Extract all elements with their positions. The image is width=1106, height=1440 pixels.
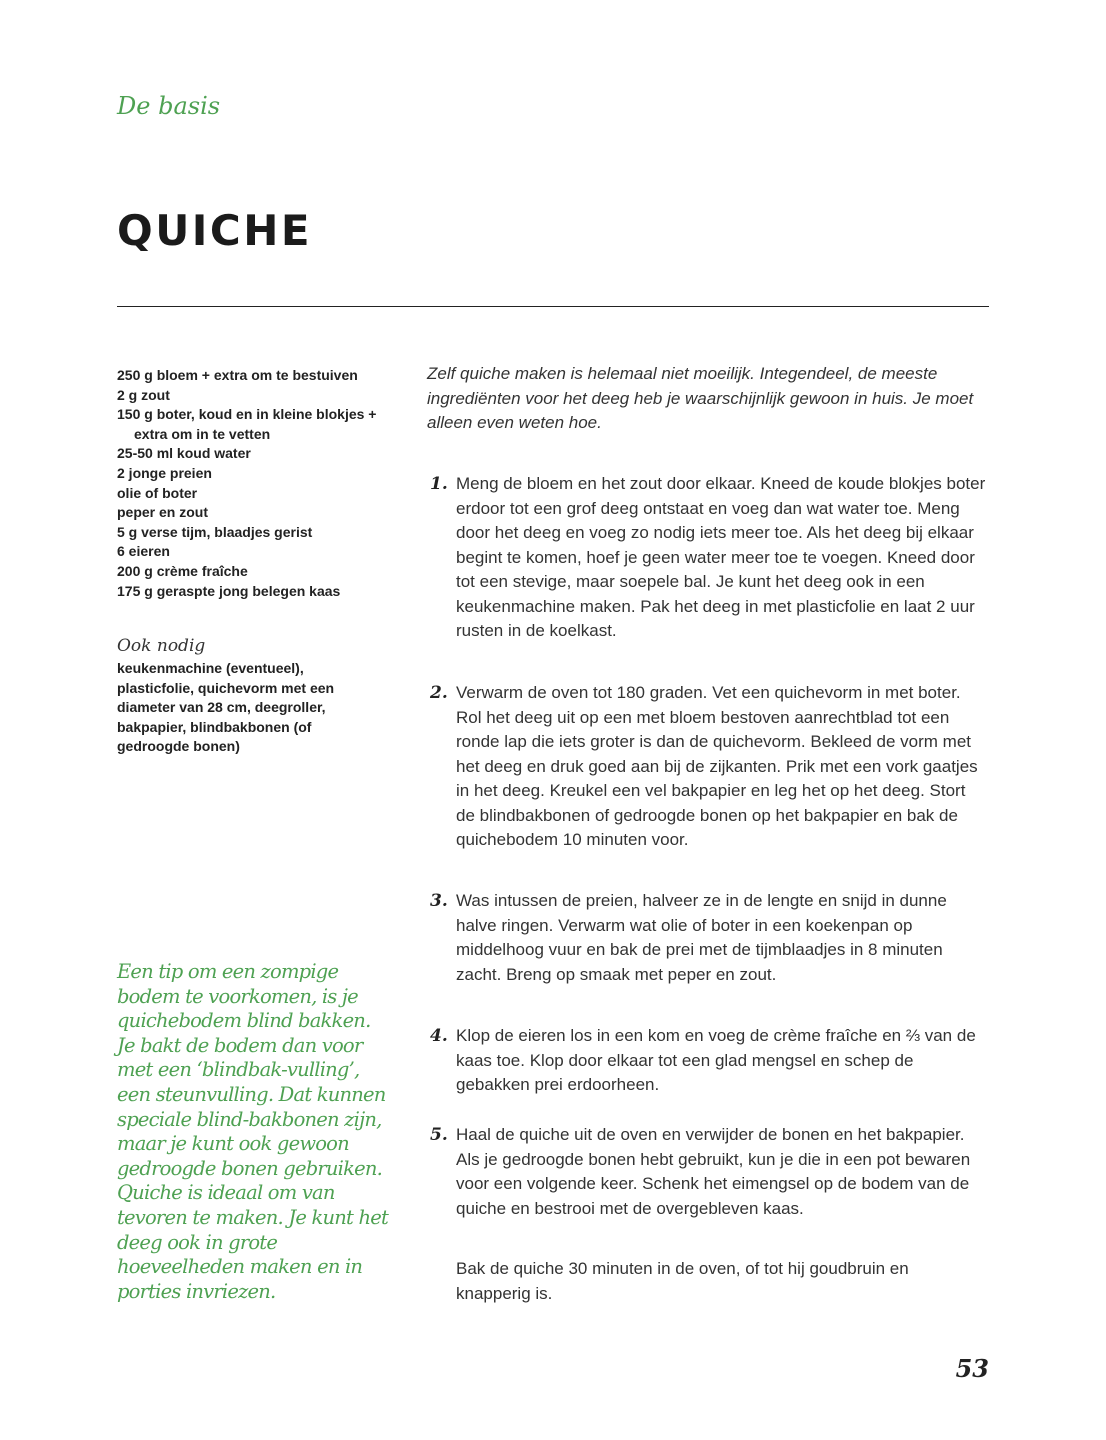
step-text: Was intussen de preien, halveer ze in de lengte en snijd in dunne halve ringen. Verwarm wat olie of boter in een koekenpan op middelhoog vuur en bak de prei met de tijmblaadjes in 8 minuten zacht. Breng op smaak met peper en zout.: [456, 891, 947, 984]
equipment-list: keukenmachine (eventueel), plasticfolie, quichevorm met een diameter van 28 cm, deegroller, bakpapier, blindbakbonen (of gedroogde bonen): [117, 660, 335, 755]
ingredient-item: 2 g zout: [117, 386, 170, 403]
step-number: 3.: [430, 891, 448, 911]
step-2: [430, 681, 990, 853]
ingredient-item: 200 g crème fraîche: [117, 562, 248, 579]
ingredient-item: 2 jonge preien: [117, 464, 212, 481]
step-number: 2.: [430, 683, 448, 703]
step-text: Klop de eieren los in een kom en voeg de crème fraîche en ⅔ van de kaas toe. Klop door elkaar tot een glad mengsel en schep de gebakken prei erdoorheen.: [456, 1026, 976, 1094]
ingredient-item: 250 g bloem + extra om te bestuiven: [117, 367, 358, 383]
step-number: 5.: [430, 1125, 448, 1145]
equipment-heading: Ook nodig: [117, 636, 206, 656]
page-number: 53: [955, 1354, 989, 1383]
page-title: QUICHE: [117, 206, 313, 255]
tip-text: Een tip om een zompige bodem te voorkomen, is je quichebodem blind bakken. Je bakt de bodem dan voor met een ‘blindbak-vulling’, een steunvulling. Dat kunnen speciale blind-bakbonen zijn, maar je kunt ook gewoon gedroogde bonen gebruiken. Quiche is ideaal om van tevoren te maken. Je kunt het deeg ook in grote hoeveelheden maken en in porties invriezen.: [117, 960, 389, 1303]
ingredient-list: [117, 366, 407, 601]
step-number: 1.: [430, 474, 448, 494]
ingredient-item: 150 g boter, koud en in kleine blokjes + extra om in te vetten: [117, 406, 377, 442]
ingredient-item: 25-50 ml koud water: [117, 445, 251, 462]
step-4: [430, 1024, 990, 1098]
ingredient-item: olie of boter: [117, 484, 198, 501]
final-instruction: Bak de quiche 30 minuten in de oven, of tot hij goudbruin en knapperig is.: [456, 1259, 909, 1303]
ingredient-item: 5 g verse tijm, blaadjes gerist: [117, 523, 313, 540]
ingredient-item: peper en zout: [117, 504, 209, 521]
title-divider: [117, 306, 989, 307]
ingredient-item: 6 eieren: [117, 543, 170, 560]
step-text: Verwarm de oven tot 180 graden. Vet een quichevorm in met boter. Rol het deeg uit op een met bloem bestoven aanrechtblad tot een ronde lap die iets groter is dan de quichevorm. Bekleed de vorm met het deeg en druk goed aan bij de zijkanten. Prik met een vork gaatjes in het deeg. Kreukel een vel bakpapier en leg het op het deeg. Stort de blindbakbonen of gedroogde bonen op het bakpapier en bak de quichebodem 10 minuten voor.: [456, 683, 978, 849]
ingredient-item: 175 g geraspte jong belegen kaas: [117, 582, 341, 599]
step-3: [430, 889, 990, 987]
step-5: [430, 1123, 990, 1221]
step-text: Haal de quiche uit de oven en verwijder de bonen en het bakpapier. Als je gedroogde bonen hebt gebruikt, kun je die in een pot bewaren voor een volgende keer. Schenk het eimengsel op de bodem van de quiche en bestrooi met de overgebleven kaas.: [456, 1125, 971, 1218]
step-text: Meng de bloem en het zout door elkaar. Kneed de koude blokjes boter erdoor tot een grof deeg ontstaat en voeg dan wat water toe. Meng door het deeg en voeg zo nodig iets meer toe. Als het deeg bij elkaar begint te komen, hoef je geen water meer toe te voegen. Kneed door tot een stevige, maar soepele bal. Je kunt het deeg ook in een keukenmachine maken. Pak het deeg in met plasticfolie en laat 2 uur rusten in de koelkast.: [456, 474, 986, 640]
intro-text: Zelf quiche maken is helemaal niet moeilijk. Integendeel, de meeste ingrediënten voor het deeg heb je waarschijnlijk gewoon in huis. Je moet alleen even weten hoe.: [427, 364, 974, 432]
step-1: [430, 472, 990, 644]
section-label: De basis: [117, 92, 221, 120]
step-number: 4.: [430, 1026, 448, 1046]
